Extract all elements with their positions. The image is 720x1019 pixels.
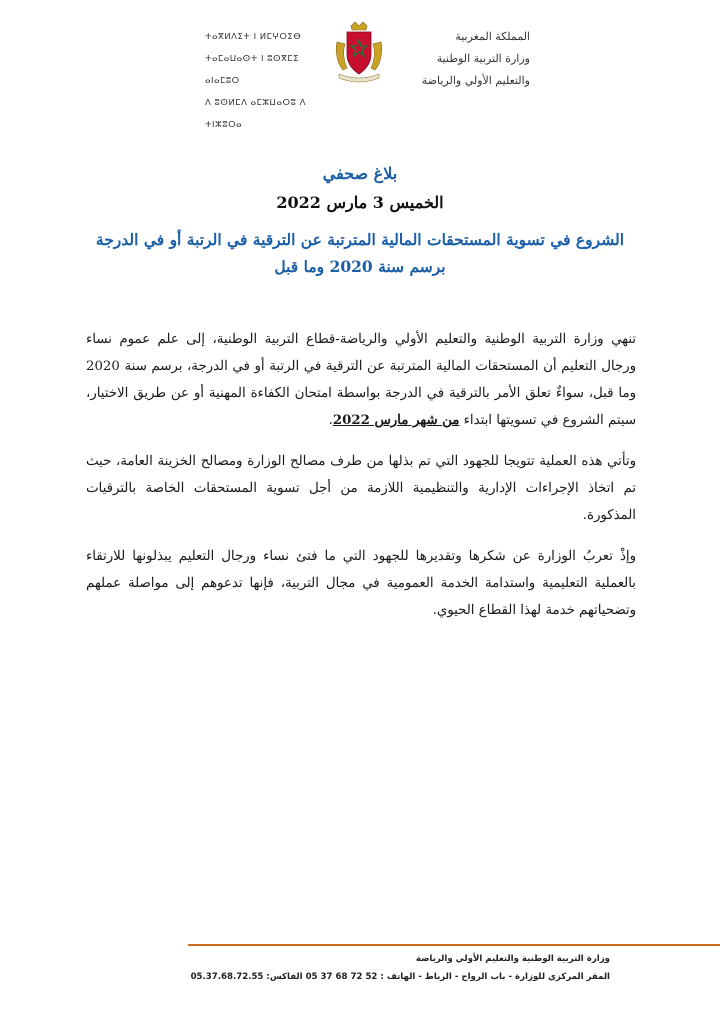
footer-address: المقر المركزي للوزارة - باب الرواح - الرباط - الهاتف : 52 72 68 37 05 الفاكس: 05.37.68.72.55: [190, 972, 610, 982]
release-date: الخميس 3 مارس 2022: [276, 193, 444, 212]
paragraph-1-emphasis: من شهر مارس 2022: [332, 413, 460, 428]
footer-divider: [188, 944, 720, 946]
body-text: [86, 326, 636, 638]
ministry-label: وزارة التربية الوطنية: [436, 52, 530, 65]
paragraph-2: وتأتي هذه العملية تتويجا للجهود التي تم بذلها من طرف مصالح الوزارة ومصالح الخزينة العامة، حيث تم اتخاذ الإجراءات الإدارية والتنظيمية اللازمة من أجل تسوية المستحقات الخاصة بالترقيات المذكورة.: [86, 454, 636, 523]
letterhead: [0, 18, 720, 130]
paragraph-1-end: .: [328, 413, 333, 428]
coat-of-arms-icon: [333, 20, 385, 84]
paragraph-1-text: تنهي وزارة التربية الوطنية والتعليم الأولي والرياضة-قطاع التربية الوطنية، إلى علم عموم نساء ورجال التعليم أن المستحقات المالية المترتبة عن الترقية في الرتبة أو في الدرجة، برسم سنة 2020 وما قبل، سواءٌ تعلق الأمر بالترقية في الدرجة بواسطة امتحان الكفاءة المهنية أو عن طريق الاختيار، سيتم الشروع في تسويتها ابتداء: [86, 332, 636, 428]
tifinagh-line: ⴷ ⵓⵙⵍⵎⴷ ⴰⵎⵣⵡⴰⵔⵓ ⴷ ⵜⵏⵣⵓⵔⴰ: [205, 98, 306, 130]
page-title: بلاغ صحفي: [322, 164, 398, 183]
paragraph-1: [86, 326, 636, 434]
subject-line-2: برسم سنة 2020 وما قبل: [274, 257, 446, 276]
footer-ministry: وزارة التربية الوطنية والتعليم الأولي والرياضة: [415, 954, 610, 964]
subject-heading: [0, 226, 720, 280]
paragraph-3: وإذْ تعربُ الوزارة عن شكرها وتقديرها للجهود التي ما فتئ نساء ورجال التعليم يبذلونها للارتقاء بالعملية التعليمية واستدامة الخدمة العمومية في مجال التربية، فإنها تدعوهم إلى مواصلة عملهم وتضحياتهم خدمة لهذا القطاع الحيوي.: [86, 549, 636, 618]
ministry-label-cont: والتعليم الأولي والرياضة: [421, 74, 530, 87]
tifinagh-line: ⵜⴰⴳⵍⴷⵉⵜ ⵏ ⵍⵎⵖⵔⵉⴱ: [205, 32, 302, 42]
arabic-header: [410, 26, 530, 92]
tifinagh-header: [205, 26, 335, 136]
subject-line-1: الشروع في تسوية المستحقات المالية المترتبة عن الترقية في الرتبة أو في الدرجة: [95, 230, 625, 249]
title-block: [0, 160, 720, 280]
footer: [170, 950, 610, 986]
kingdom-label: المملكة المغربية: [455, 30, 530, 43]
tifinagh-line: ⵜⴰⵎⴰⵡⴰⵙⵜ ⵏ ⵓⵙⴳⵎⵉ ⴰⵏⴰⵎⵓⵔ: [205, 54, 300, 86]
